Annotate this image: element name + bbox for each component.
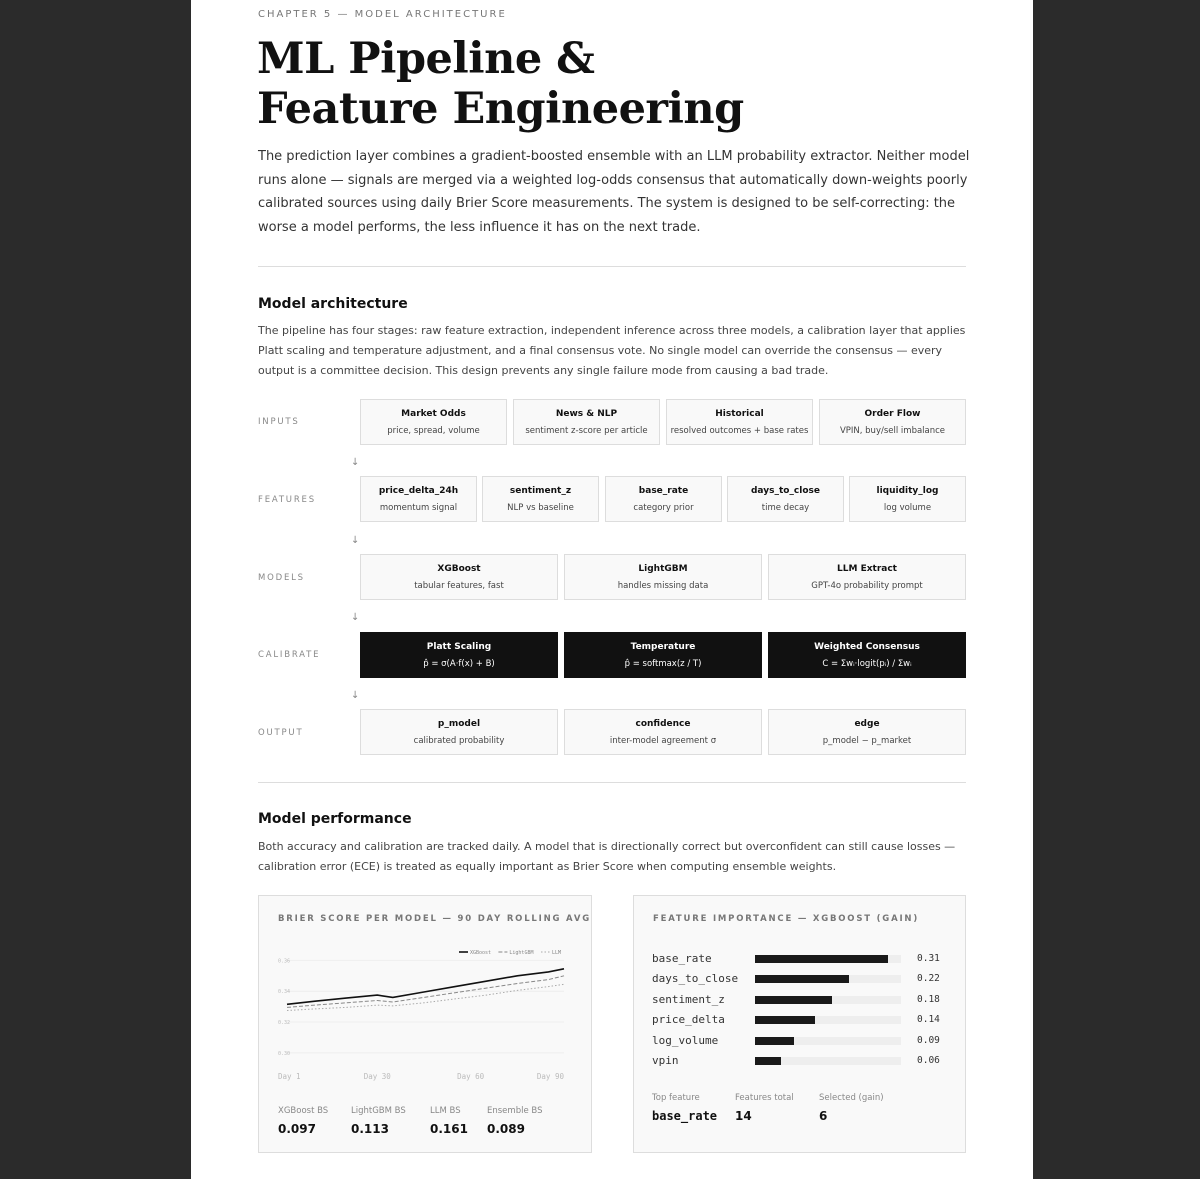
- y-tick-label: 0.32: [278, 1020, 291, 1027]
- y-tick-label: 0.30: [278, 1050, 291, 1057]
- brier-chart-card: [258, 895, 592, 1153]
- stat-label: Features total: [735, 1093, 794, 1103]
- feature-bar: [755, 975, 849, 983]
- row-label-models: MODELS: [258, 573, 305, 583]
- box-title: liquidity_log: [876, 486, 939, 496]
- page-title: [257, 34, 857, 134]
- box-subtitle: resolved outcomes + base rates: [670, 426, 809, 436]
- pipeline-box: [666, 399, 813, 445]
- feature-value: 0.18: [917, 994, 940, 1005]
- box-subtitle: C = Σwᵢ·logit(pᵢ) / Σwᵢ: [822, 659, 912, 669]
- box-subtitle: time decay: [761, 503, 810, 513]
- box-title: Platt Scaling: [426, 642, 492, 652]
- series-line-xgboost: [287, 969, 564, 1005]
- feature-value: 0.14: [917, 1014, 940, 1025]
- stat-label: Selected (gain): [819, 1093, 884, 1103]
- box-subtitle: sentiment z-score per article: [525, 426, 648, 436]
- feature-name: sentiment_z: [652, 993, 725, 1006]
- feature-bar: [755, 1016, 815, 1024]
- down-arrow-icon: ↓: [351, 690, 360, 701]
- stat-label: LLM BS: [430, 1106, 461, 1116]
- feature-bar-track: [755, 975, 901, 983]
- box-title: News & NLP: [555, 409, 618, 419]
- stat-value: 0.161: [430, 1122, 468, 1136]
- chart-title: FEATURE IMPORTANCE — XGBOOST (GAIN): [653, 914, 920, 924]
- feature-bar-track: [755, 1057, 901, 1065]
- stat-label: XGBoost BS: [278, 1106, 329, 1116]
- pipeline-box: [768, 709, 966, 755]
- feature-bar: [755, 955, 888, 963]
- feature-value: 0.09: [917, 1035, 940, 1046]
- feature-value: 0.31: [917, 953, 940, 964]
- feature-name: price_delta: [652, 1013, 725, 1026]
- chart-title: BRIER SCORE PER MODEL — 90 DAY ROLLING AVG: [278, 914, 592, 924]
- pipeline-box: [768, 554, 966, 600]
- feature-name: log_volume: [652, 1034, 719, 1047]
- legend-label: XGBoost: [470, 950, 492, 956]
- stat-label: Ensemble BS: [487, 1106, 543, 1116]
- stat-label: Top feature: [652, 1093, 700, 1103]
- down-arrow-icon: ↓: [351, 535, 360, 546]
- box-title: LightGBM: [638, 564, 688, 574]
- document-page: [191, 0, 1033, 1179]
- stat-value: 14: [735, 1109, 752, 1123]
- box-subtitle: p̂ = softmax(z / T): [624, 659, 702, 669]
- lead-paragraph: The prediction layer combines a gradient-boosted ensemble with an LLM probability extractor. Neither model runs alone — signals are merged via a weighted log-odds consensus that automatically down-weights poorly calibrated sources using daily Brier Score measurements. The system is designed to be self-correcting: the worse a model performs, the less influence it has on the next trade.: [258, 149, 970, 235]
- row-label-calibrate: CALIBRATE: [258, 650, 321, 660]
- divider: [258, 266, 966, 267]
- box-title: confidence: [635, 719, 691, 729]
- pipeline-box: [360, 554, 558, 600]
- box-subtitle: momentum signal: [379, 503, 458, 513]
- brier-line-chart: [259, 896, 593, 1096]
- pipeline-box: [564, 709, 762, 755]
- box-title: Historical: [715, 409, 764, 419]
- box-subtitle: GPT-4o probability prompt: [811, 581, 923, 591]
- box-title: LLM Extract: [837, 564, 897, 574]
- box-title: price_delta_24h: [378, 486, 459, 496]
- box-subtitle: inter-model agreement σ: [609, 736, 717, 746]
- pipeline-box: [482, 476, 599, 522]
- row-label-inputs: INPUTS: [258, 417, 300, 427]
- box-title: edge: [854, 719, 880, 729]
- box-subtitle: handles missing data: [617, 581, 709, 591]
- stat-value: 0.089: [487, 1122, 525, 1136]
- feature-bar-track: [755, 1016, 901, 1024]
- legend-label: LLM: [552, 950, 562, 956]
- feature-bar-track: [755, 955, 901, 963]
- pipeline-box: [513, 399, 660, 445]
- box-title: Weighted Consensus: [814, 642, 920, 652]
- title-line-1: ML Pipeline &: [257, 34, 595, 84]
- section-heading-performance: Model performance: [258, 811, 412, 827]
- box-subtitle: VPIN, buy/sell imbalance: [839, 426, 946, 436]
- pipeline-box: [360, 476, 477, 522]
- box-subtitle: log volume: [883, 503, 932, 513]
- box-title: base_rate: [638, 486, 689, 496]
- box-title: Temperature: [630, 642, 696, 652]
- pipeline-box: [564, 554, 762, 600]
- section-heading-architecture: Model architecture: [258, 296, 408, 312]
- stat-label: LightGBM BS: [351, 1106, 406, 1116]
- box-title: p_model: [437, 719, 481, 729]
- box-subtitle: price, spread, volume: [387, 426, 480, 436]
- x-tick-label: Day 60: [457, 1072, 485, 1081]
- legend-label: LightGBM: [509, 950, 534, 956]
- pipeline-box: [360, 399, 507, 445]
- title-line-2: Feature Engineering: [257, 84, 744, 134]
- feature-value: 0.06: [917, 1055, 940, 1066]
- stat-value: 0.097: [278, 1122, 316, 1136]
- performance-paragraph: Both accuracy and calibration are tracked daily. A model that is directionally correct but overconfident can still cause losses — calibration error (ECE) is treated as equally important as Brier Score when computing ensemble weights.: [258, 840, 956, 873]
- chapter-kicker: CHAPTER 5 — MODEL ARCHITECTURE: [258, 9, 507, 20]
- pipeline-box: [727, 476, 844, 522]
- feature-bar: [755, 1037, 794, 1045]
- box-subtitle: NLP vs baseline: [507, 503, 574, 513]
- stat-value: 6: [819, 1109, 828, 1123]
- row-label-output: OUTPUT: [258, 728, 304, 738]
- pipeline-box: [819, 399, 966, 445]
- down-arrow-icon: ↓: [351, 457, 360, 468]
- x-tick-label: Day 1: [278, 1072, 301, 1081]
- box-subtitle: p̂ = σ(A·f(x) + B): [423, 659, 495, 669]
- box-subtitle: tabular features, fast: [414, 581, 504, 591]
- pipeline-box: [360, 709, 558, 755]
- architecture-paragraph: The pipeline has four stages: raw feature extraction, independent inference across three models, a calibration layer that applies Platt scaling and temperature adjustment, and a final consensus vote. No single model can override the consensus — every output is a committee decision. This design prevents any single failure mode from causing a bad trade.: [258, 324, 966, 377]
- box-title: Market Odds: [401, 409, 466, 419]
- box-subtitle: p_model − p_market: [822, 736, 912, 746]
- x-tick-label: Day 90: [536, 1072, 564, 1081]
- pipeline-box-dark: [564, 632, 762, 678]
- stat-value: base_rate: [652, 1109, 718, 1123]
- x-tick-label: Day 30: [363, 1072, 391, 1081]
- feature-name: base_rate: [652, 952, 712, 965]
- box-title: sentiment_z: [509, 486, 572, 496]
- feature-bar-track: [755, 1037, 901, 1045]
- y-tick-label: 0.36: [278, 958, 291, 965]
- box-title: Order Flow: [864, 409, 921, 419]
- box-subtitle: category prior: [633, 503, 694, 513]
- feature-bar-track: [755, 996, 901, 1004]
- pipeline-box-dark: [360, 632, 558, 678]
- pipeline-box: [849, 476, 966, 522]
- feature-name: vpin: [652, 1054, 679, 1067]
- pipeline-box-dark: [768, 632, 966, 678]
- row-label-features: FEATURES: [258, 495, 316, 505]
- feature-bar: [755, 1057, 781, 1065]
- feature-value: 0.22: [917, 973, 940, 984]
- box-title: days_to_close: [750, 486, 820, 496]
- divider: [258, 782, 966, 783]
- y-tick-label: 0.34: [278, 989, 291, 996]
- feature-importance-card: [633, 895, 966, 1153]
- stat-value: 0.113: [351, 1122, 389, 1136]
- box-title: XGBoost: [437, 564, 481, 574]
- pipeline-box: [605, 476, 722, 522]
- feature-name: days_to_close: [652, 972, 739, 985]
- box-subtitle: calibrated probability: [413, 736, 505, 746]
- feature-bar: [755, 996, 832, 1004]
- down-arrow-icon: ↓: [351, 612, 360, 623]
